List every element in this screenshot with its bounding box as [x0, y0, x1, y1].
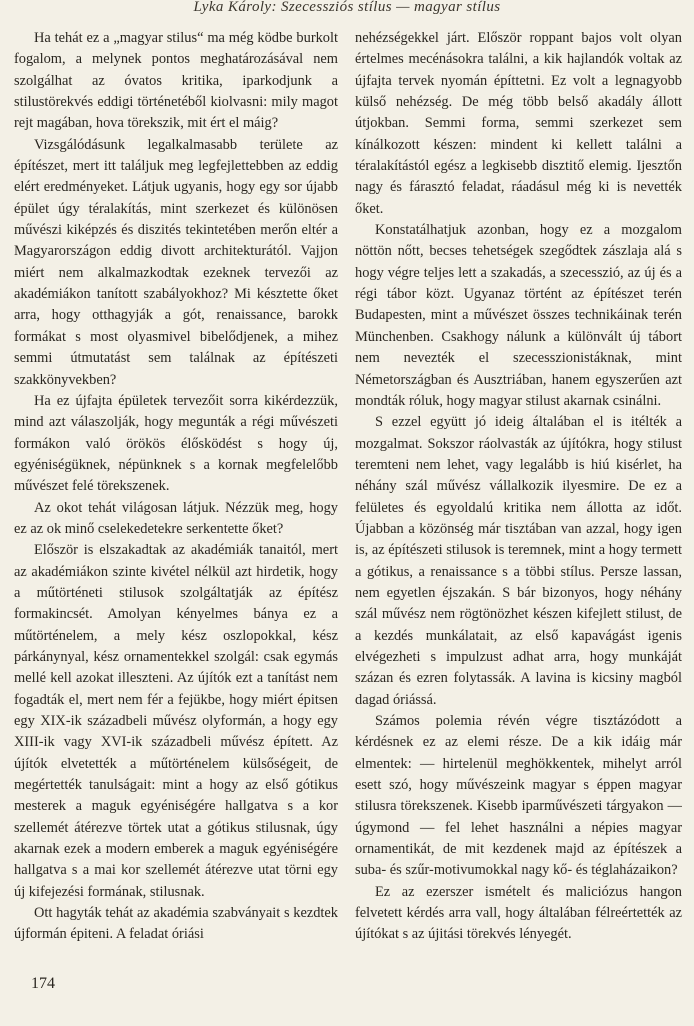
paragraph: Ha ez újfajta épületek tervezőit sorra kikérdezzük, mind azt válaszolják, hogy megunták a régi művészeti formákon való örökös élősködést s hogy új, egyéniségüknek, népünknek s a kornak megfelelőbb művészet felé törekszenek.	[14, 392, 338, 495]
paragraph: Ez az ezerszer ismételt és maliciózus hangon felvetett kérdés arra vall, hogy általában félreértették az újítókat s az újitási törekvés lényegét.	[355, 883, 682, 943]
paragraph: Az okot tehát világosan látjuk. Nézzük meg, hogy ez az ok minő cselekedetekre serkentette őket?	[14, 499, 338, 537]
paragraph: Konstatálhatjuk azonban, hogy ez a mozgalom nöttön nőtt, becses tehetségek szegődtek zászlaja alá s hogy végre teljes lett a szakadás, a szecesszió, az új és a régi tábor közt. Ugyanaz történt az építészet terén Budapesten, mint a művészet összes technikáinak terén Münchenben. Csakhogy nálunk a különvált új tábort nem nevezték el szecesszionistáknak, mint Németországban és Ausztriában, hanem egyszerűen azt mondták róluk, hogy magyar stilust akarnak csinálni.	[355, 222, 682, 409]
right-column	[355, 28, 682, 998]
running-header: Lyka Károly: Szecessziós stílus — magyar stílus	[193, 0, 501, 15]
paragraph: Számos polemia révén végre tisztázódott a kérdésnek ez az elemi része. De a kik idáig már elmentek: — hirtelenül meghökkentek, mihelyt arról esett szó, hogy művészeink magyar s éppen magyar stilusra törekszenek. Kisebb iparművészeti tárgyakon — úgymond — fel lehet használni a népies magyar ornamentikát, de mit kezdenek majd az építészek a suba- és szűr-motivumokkal nagy kő- és téglaházaikon?	[355, 713, 682, 879]
paragraph: S ezzel együtt jó ideig általában el is itélték a mozgalmat. Sokszor ráolvasták az újítókra, hogy stilust teremteni nem lehet, vagy legalább is hiú kisérlet, ha néhány szál művész vállalkozik ilyesmire. De ez a felületes és egyoldalú kritika nem állotta az időt. Újabban a közönség már tisztában van azzal, hogy igen is, az építészeti stilusok is teremnek, mint a hogy termett a gótikus, a renaissance s a többi stílus. Persze lassan, nem egyetlen éjszakán. S bár bizonyos, hogy néhány szál művész nem rögtönözhet készen kifejlett stilust, de a kezdés munkálatait, az első kapavágást igenis elvégezheti s impulzust adhat arra, hogy munkáját százan és ezren folytassák. A lavina is kicsiny magból dagad óriássá.	[355, 414, 682, 708]
left-column	[14, 28, 338, 978]
paragraph-continued: nehézségekkel járt. Először roppant bajos volt olyan értelmes mecénásokra találni, a kik hajlandók voltak az újfajta tervek nyomán építtetni. Ez volt a legnagyobb külső nehézség. De még több belső akadály állott útjokban. Semmi forma, semmi szerkezet sem kínálkozott készen: mindent ki kellett találni a téralakítástól egész a legkisebb disztitő elemig. Ijesztőn nagy és fárasztó feladat, ráadásul még ki is nevették őket.	[355, 30, 682, 217]
paragraph: Ha tehát ez a „magyar stilus“ ma még ködbe burkolt fogalom, a melynek pontos meghatározásával nem szolgálhat az óvatos kritika, iparkodjunk a stilustörekvés eddigi történetéből kiolvasni: mily magot rejt magában, hova törekszik, mit ért el máig?	[14, 30, 338, 132]
paragraph: Ott hagyták tehát az akadémia szabványait s kezdtek újformán épiteni. A feladat óriási	[14, 905, 338, 943]
paragraph: Először is elszakadtak az akadémiák tanaitól, mert az akadémiákon szinte kivétel nélkül azt hirdetik, hogy a műtörténeti stilusok szolgáltatják az építész formakincsét. Amolyan kényelmes bánya ez a műtörténelem, a mely kész oszlopokkal, kész párkánynyal, kész ornamentekkel szolgál: csak egymás mellé kell azokat illeszteni. Az újítók ezt a tanítást nem fogadták el, mert nem fér a fejükbe, hogy miért épitsen egy XIX-ik századbeli művész olyformán, a hogy egy XIII-ik vagy XVI-ik századbeli művész épített. Az újítók elvetették a műtörténelem külsőségeit, de megértették tanulságait: mint a hogy az első gótikus mesterek a maguk egyéniségére hallgatva s a kor szellemét átérezve törtek utat a gótikus stilusnak, úgy akarnak ezek a modern emberek a maguk egyéniségére hallgatva s a mai kor szellemét átérezve utat törni egy új kifejezési formának, stilusnak.	[14, 542, 338, 900]
page-number: 174	[31, 975, 55, 992]
paragraph: Vizsgálódásunk legalkalmasabb területe az építészet, mert itt találjuk meg legfejlettebben az eddig elért eredményeket. Látjuk ugyanis, hogy egy sor újabb épület úgy téralakítás, mint szerkezet és különösen művészi kiképzés és diszités tekintetében merőn eltér a Magyarországon eddig divott architekturától. Vajjon miért nem alkalmazkodtak ezeknek tervezői az akadémiákon tanított szabályokhoz? Mi késztette őket arra, hogy otthagyják a gót, renaissance, barokk formákat s most olyasmivel bibelődjenek, a mihez semmi útmutatást sem találnak az építészeti szakkönyvekben?	[14, 136, 338, 388]
